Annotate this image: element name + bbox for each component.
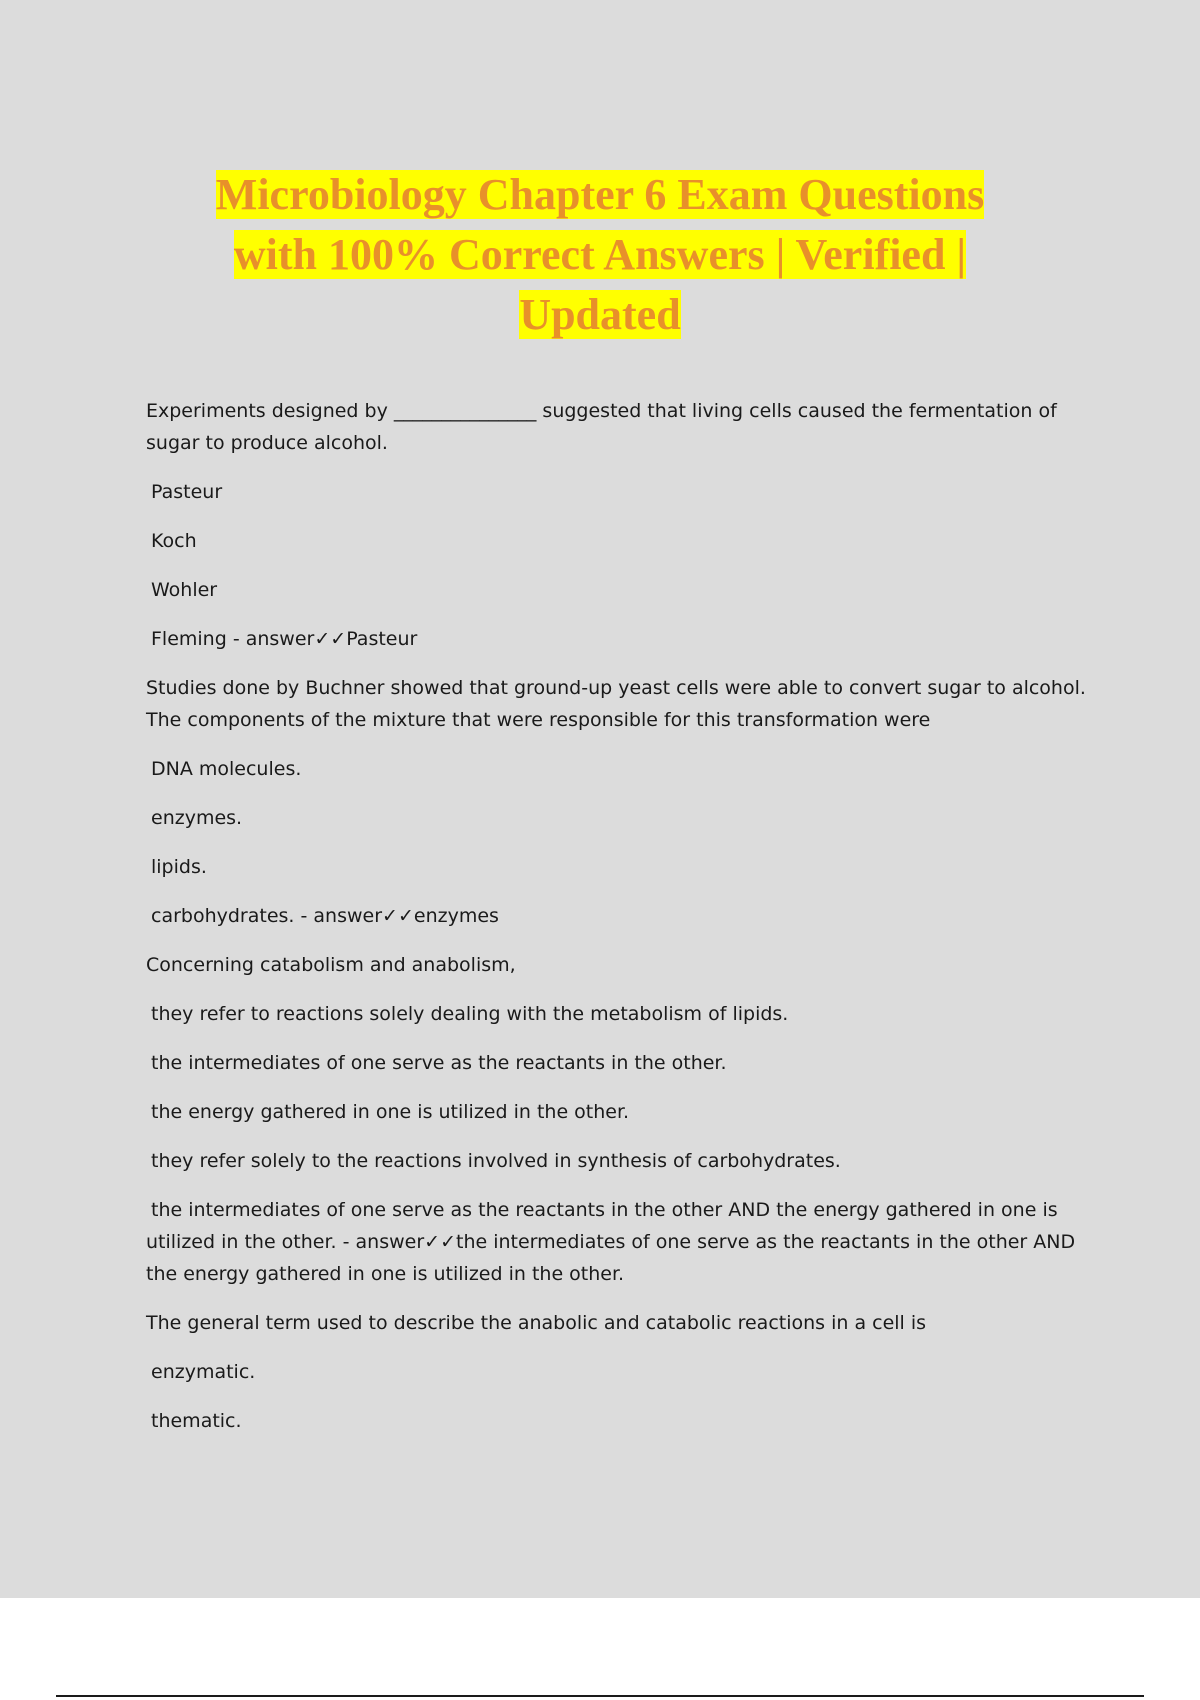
correct-answer: Pasteur bbox=[346, 628, 418, 650]
title-line-3: Updated bbox=[519, 290, 681, 339]
answer-option: the energy gathered in one is utilized in the other. bbox=[151, 1101, 630, 1123]
answer-option: enzymatic. bbox=[151, 1361, 256, 1383]
question-list bbox=[146, 395, 1086, 1454]
answer-option: DNA molecules. bbox=[151, 758, 302, 780]
answer-option: Wohler bbox=[151, 579, 218, 601]
question-prompt: Studies done by Buchner showed that ground-up yeast cells were able to convert sugar to alcohol. The components of the mixture that were responsible for this transformation were bbox=[146, 677, 1086, 731]
question-prompt: The general term used to describe the anabolic and catabolic reactions in a cell is bbox=[146, 1312, 927, 1334]
answer-option: the intermediates of one serve as the reactants in the other. bbox=[151, 1052, 727, 1074]
title-line-2: with 100% Correct Answers | Verified | bbox=[233, 230, 967, 279]
answer-option: they refer to reactions solely dealing with the metabolism of lipids. bbox=[151, 1003, 789, 1025]
answer-option-with-answer bbox=[146, 623, 1086, 655]
correct-answer: the intermediates of one serve as the reactants in the other AND the energy gathered in one is utilized in the other. bbox=[146, 1231, 1076, 1285]
check-marks: ✓✓ bbox=[424, 1231, 456, 1253]
answer-option: Pasteur bbox=[151, 481, 223, 503]
answer-option-text: Fleming - answer bbox=[151, 628, 315, 650]
answer-option: Koch bbox=[151, 530, 197, 552]
title-line-1: Microbiology Chapter 6 Exam Questions bbox=[215, 170, 985, 219]
question-prompt: Experiments designed by _______________ suggested that living cells caused the fermentation of sugar to produce alcohol. bbox=[146, 400, 1057, 454]
answer-option: thematic. bbox=[151, 1410, 242, 1432]
answer-option: lipids. bbox=[151, 856, 207, 878]
check-marks: ✓✓ bbox=[314, 628, 347, 650]
answer-option: enzymes. bbox=[151, 807, 243, 829]
footer-divider bbox=[56, 1695, 1144, 1697]
correct-answer: enzymes bbox=[413, 905, 499, 927]
answer-option-with-answer bbox=[146, 1194, 1086, 1290]
question-prompt: Concerning catabolism and anabolism, bbox=[146, 954, 516, 976]
answer-option-with-answer bbox=[146, 900, 1086, 932]
answer-option-text: carbohydrates. - answer bbox=[151, 905, 383, 927]
check-marks: ✓✓ bbox=[382, 905, 414, 927]
answer-option-text: the intermediates of one serve as the reactants in the other AND the energy gathered in one is utilized in the other. - answer bbox=[146, 1199, 1058, 1253]
answer-option: they refer solely to the reactions involved in synthesis of carbohydrates. bbox=[151, 1150, 841, 1172]
document-title bbox=[100, 165, 1100, 345]
